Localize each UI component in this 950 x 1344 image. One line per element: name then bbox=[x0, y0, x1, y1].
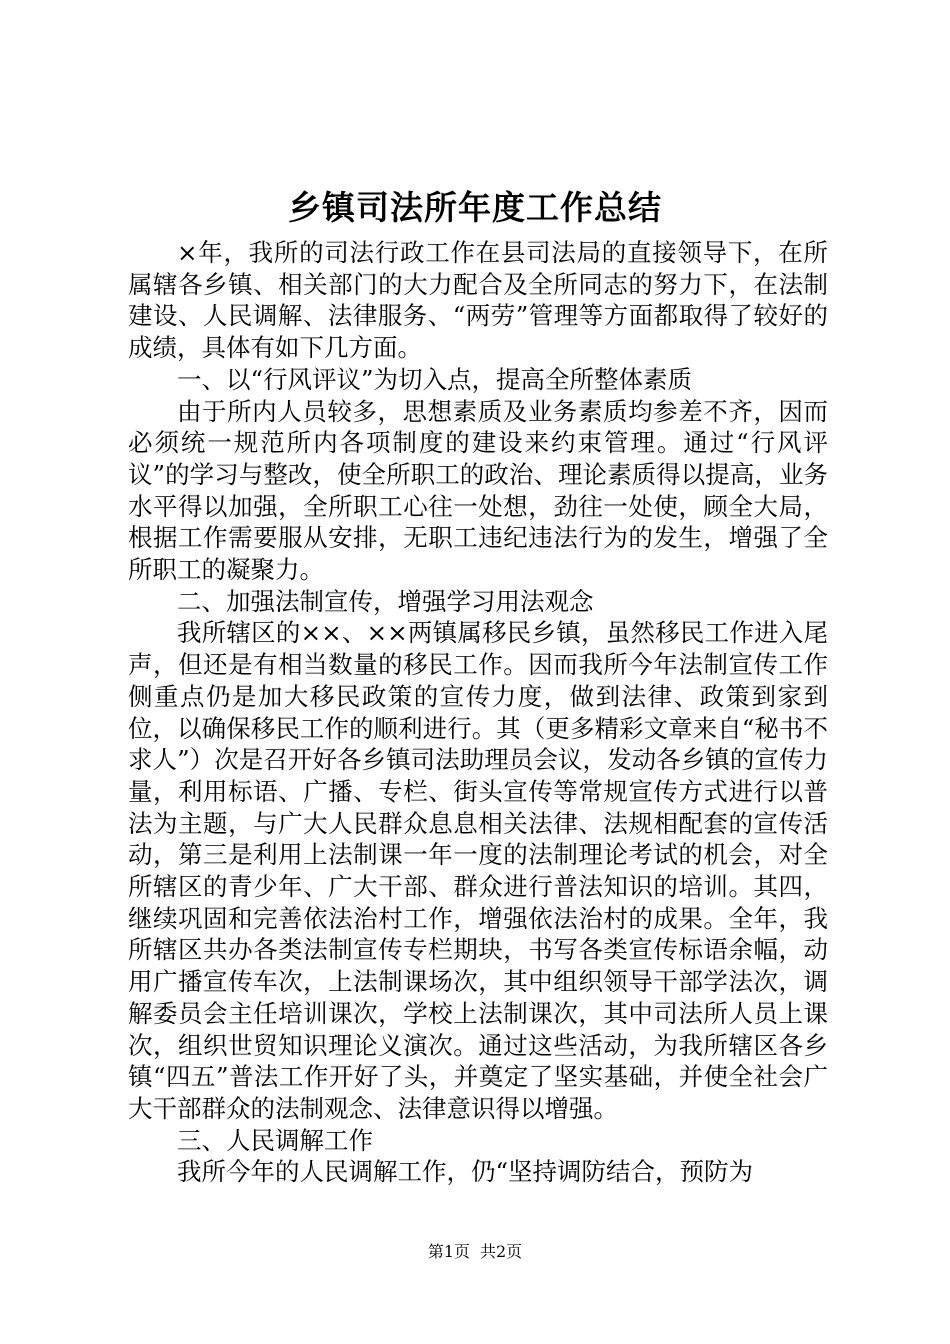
section-heading-1: 一、以“行风评议”为切入点，提高全所整体素质 bbox=[177, 364, 693, 394]
document-body bbox=[128, 237, 828, 1188]
page-number: 第1页 bbox=[427, 1242, 470, 1261]
page-footer bbox=[0, 1241, 950, 1263]
section-heading-3: 三、人民调解工作 bbox=[177, 1125, 373, 1155]
paragraph-intro: ×年，我所的司法行政工作在县司法局的直接领导下，在所属辖各乡镇、相关部门的大力配合及全所同志的努力下，在法制建设、人民调解、法律服务、“两劳”管理等方面都取得了较好的成绩，具体有如下几方面。 bbox=[128, 238, 828, 363]
paragraph-section-3: 我所今年的人民调解工作，仍“坚持调防结合，预防为 bbox=[177, 1157, 754, 1187]
page-total: 共2页 bbox=[480, 1242, 523, 1261]
paragraph-section-1: 由于所内人员较多，思想素质及业务素质均参差不齐，因而必须统一规范所内各项制度的建设来约束管理。通过“行风评议”的学习与整改，使全所职工的政治、理论素质得以提高，业务水平得以加强，全所职工心往一处想，劲往一处使，顾全大局，根据工作需要服从安排，无职工违纪违法行为的发生，增强了全所职工的凝聚力。 bbox=[128, 396, 828, 585]
section-heading-2: 二、加强法制宣传，增强学习用法观念 bbox=[177, 586, 594, 616]
document-title: 乡镇司法所年度工作总结 bbox=[288, 188, 662, 227]
paragraph-section-2: 我所辖区的××、××两镇属移民乡镇，虽然移民工作进入尾声，但还是有相当数量的移民工作。因而我所今年法制宣传工作侧重点仍是加大移民政策的宣传力度，做到法律、政策到家到位，以确保移民工作的顺利进行。其（更多精彩文章来自“秘书不求人”）次是召开好各乡镇司法助理员会议，发动各乡镇的宣传力量，利用标语、广播、专栏、街头宣传等常规宣传方式进行以普法为主题，与广大人民群众息息相关法律、法规相配套的宣传活动，第三是利用上法制课一年一度的法制理论考试的机会，对全所辖区的青少年、广大干部、群众进行普法知识的培训。其四，继续巩固和完善依法治村工作，增强依法治村的成果。全年，我所辖区共办各类法制宣传专栏期块，书写各类宣传标语余幅，动用广播宣传车次，上法制课场次，其中组织领导干部学法次，调解委员会主任培训课次，学校上法制课次，其中司法所人员上课次，组织世贸知识理论义演次。通过这些活动，为我所辖区各乡镇“四五”普法工作开好了头，并奠定了坚实基础，并使全社会广大干部群众的法制观念、法律意识得以增强。 bbox=[128, 618, 828, 1123]
